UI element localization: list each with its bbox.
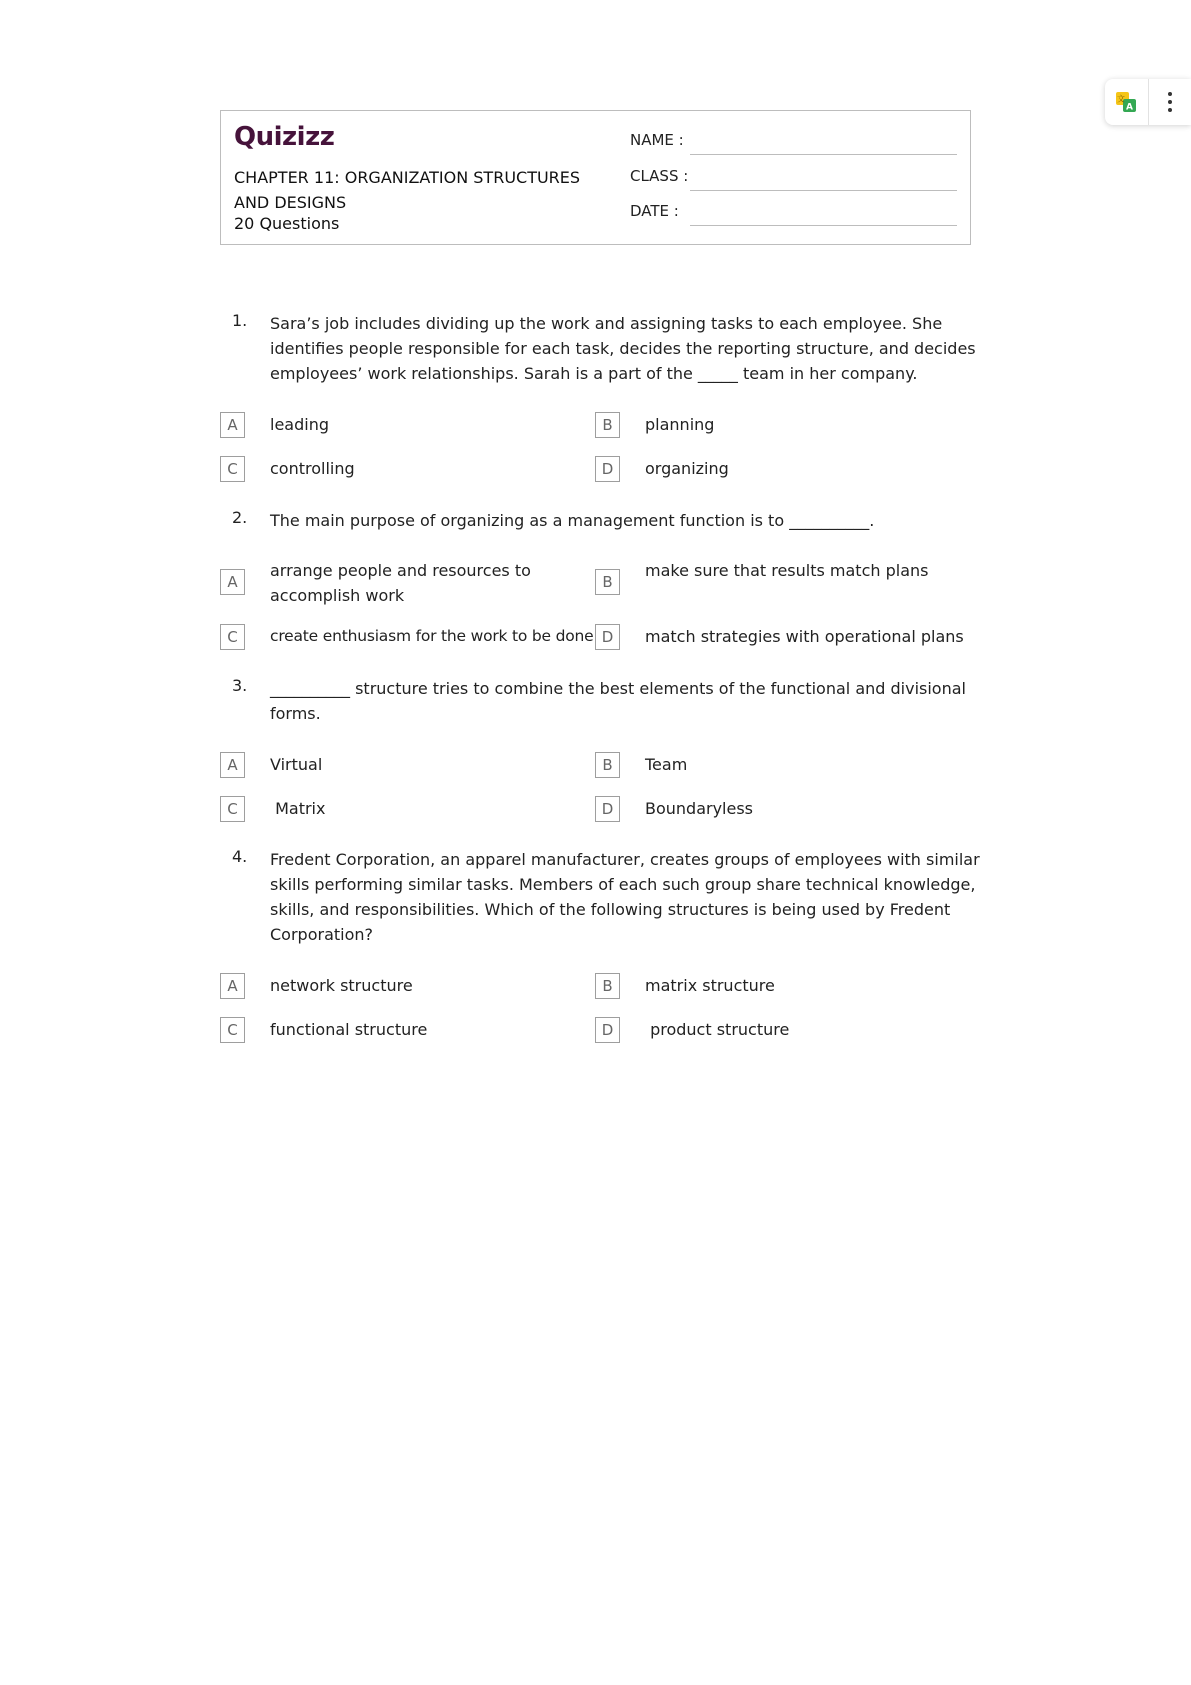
option-letter: C <box>220 796 245 822</box>
option-letter: B <box>595 752 620 778</box>
option-letter: B <box>595 412 620 438</box>
question-number: 2. <box>232 508 248 527</box>
option-letter: C <box>220 1017 245 1043</box>
option-2a[interactable] <box>220 558 600 610</box>
question-text: Fredent Corporation, an apparel manufacturer, creates groups of employees with similar skills performing similar tasks. Members of each such group share technical knowledge, skills, and responsibilities. Which of the following structures is being used by Fredent Corporation? <box>270 850 980 944</box>
option-2d[interactable] <box>595 624 975 664</box>
option-4b[interactable] <box>595 973 975 1013</box>
class-field[interactable] <box>630 167 957 191</box>
option-2b[interactable] <box>595 558 975 598</box>
option-letter: A <box>220 752 245 778</box>
option-text: controlling <box>270 459 355 478</box>
option-1a[interactable] <box>220 412 600 452</box>
option-1b[interactable] <box>595 412 975 452</box>
option-text: network structure <box>270 976 413 995</box>
chapter-title: CHAPTER 11: ORGANIZATION STRUCTURES AND DESIGNS <box>234 168 581 212</box>
date-line <box>690 225 957 226</box>
option-3d[interactable] <box>595 796 975 836</box>
question-text: Sara’s job includes dividing up the work and assigning tasks to each employee. She identifies people responsible for each task, decides the reporting structure, and decides employees’ work relationships. Sarah is a part of the _____ team in her company. <box>270 314 976 383</box>
option-letter: D <box>595 796 620 822</box>
option-text: Boundaryless <box>645 799 754 818</box>
option-2c[interactable] <box>220 624 600 664</box>
option-letter: C <box>220 456 245 482</box>
name-label: NAME : <box>630 131 684 149</box>
question-text: The main purpose of organizing as a management function is to __________. <box>270 511 875 530</box>
svg-text:A: A <box>1126 102 1134 113</box>
floating-toolbar <box>1105 79 1191 125</box>
option-letter: A <box>220 973 245 999</box>
option-letter: D <box>595 1017 620 1043</box>
option-text: planning <box>645 415 715 434</box>
option-text: arrange people and resources to accomplish work <box>270 561 531 605</box>
option-letter: A <box>220 412 245 438</box>
translate-icon <box>1114 90 1138 114</box>
option-1d[interactable] <box>595 456 975 496</box>
option-letter: A <box>220 569 245 595</box>
question-number: 1. <box>232 311 248 330</box>
option-letter: D <box>595 624 620 650</box>
option-text: create enthusiasm for the work to be done <box>270 627 594 645</box>
option-letter: D <box>595 456 620 482</box>
translate-button[interactable] <box>1105 79 1148 125</box>
option-4c[interactable] <box>220 1017 600 1057</box>
svg-text:文: 文 <box>1117 94 1126 104</box>
option-letter: B <box>595 973 620 999</box>
option-text: functional structure <box>270 1020 428 1039</box>
more-vert-icon <box>1168 92 1172 112</box>
date-label: DATE : <box>630 202 679 220</box>
name-line <box>690 154 957 155</box>
class-line <box>690 190 957 191</box>
option-text: product structure <box>645 1020 790 1039</box>
option-text: Matrix <box>270 799 326 818</box>
option-text: Team <box>645 755 688 774</box>
question-count: 20 Questions <box>234 214 340 233</box>
more-options-button[interactable] <box>1148 79 1191 125</box>
option-letter: B <box>595 569 620 595</box>
option-3b[interactable] <box>595 752 975 792</box>
question-text: __________ structure tries to combine the best elements of the functional and divisional forms. <box>270 679 966 723</box>
option-3c[interactable] <box>220 796 600 836</box>
option-1c[interactable] <box>220 456 600 496</box>
option-text: organizing <box>645 459 729 478</box>
class-label: CLASS : <box>630 167 689 185</box>
option-text: matrix structure <box>645 976 775 995</box>
option-text: make sure that results match plans <box>645 561 929 580</box>
option-letter: C <box>220 624 245 650</box>
question-number: 4. <box>232 847 248 866</box>
worksheet-header <box>220 110 971 245</box>
date-field[interactable] <box>630 202 957 226</box>
option-text: match strategies with operational plans <box>645 627 964 646</box>
option-3a[interactable] <box>220 752 600 792</box>
option-4d[interactable] <box>595 1017 975 1057</box>
option-4a[interactable] <box>220 973 600 1013</box>
question-number: 3. <box>232 676 248 695</box>
name-field[interactable] <box>630 131 957 155</box>
option-text: leading <box>270 415 329 434</box>
quizizz-logo: Quizizz <box>234 122 335 152</box>
option-text: Virtual <box>270 755 323 774</box>
